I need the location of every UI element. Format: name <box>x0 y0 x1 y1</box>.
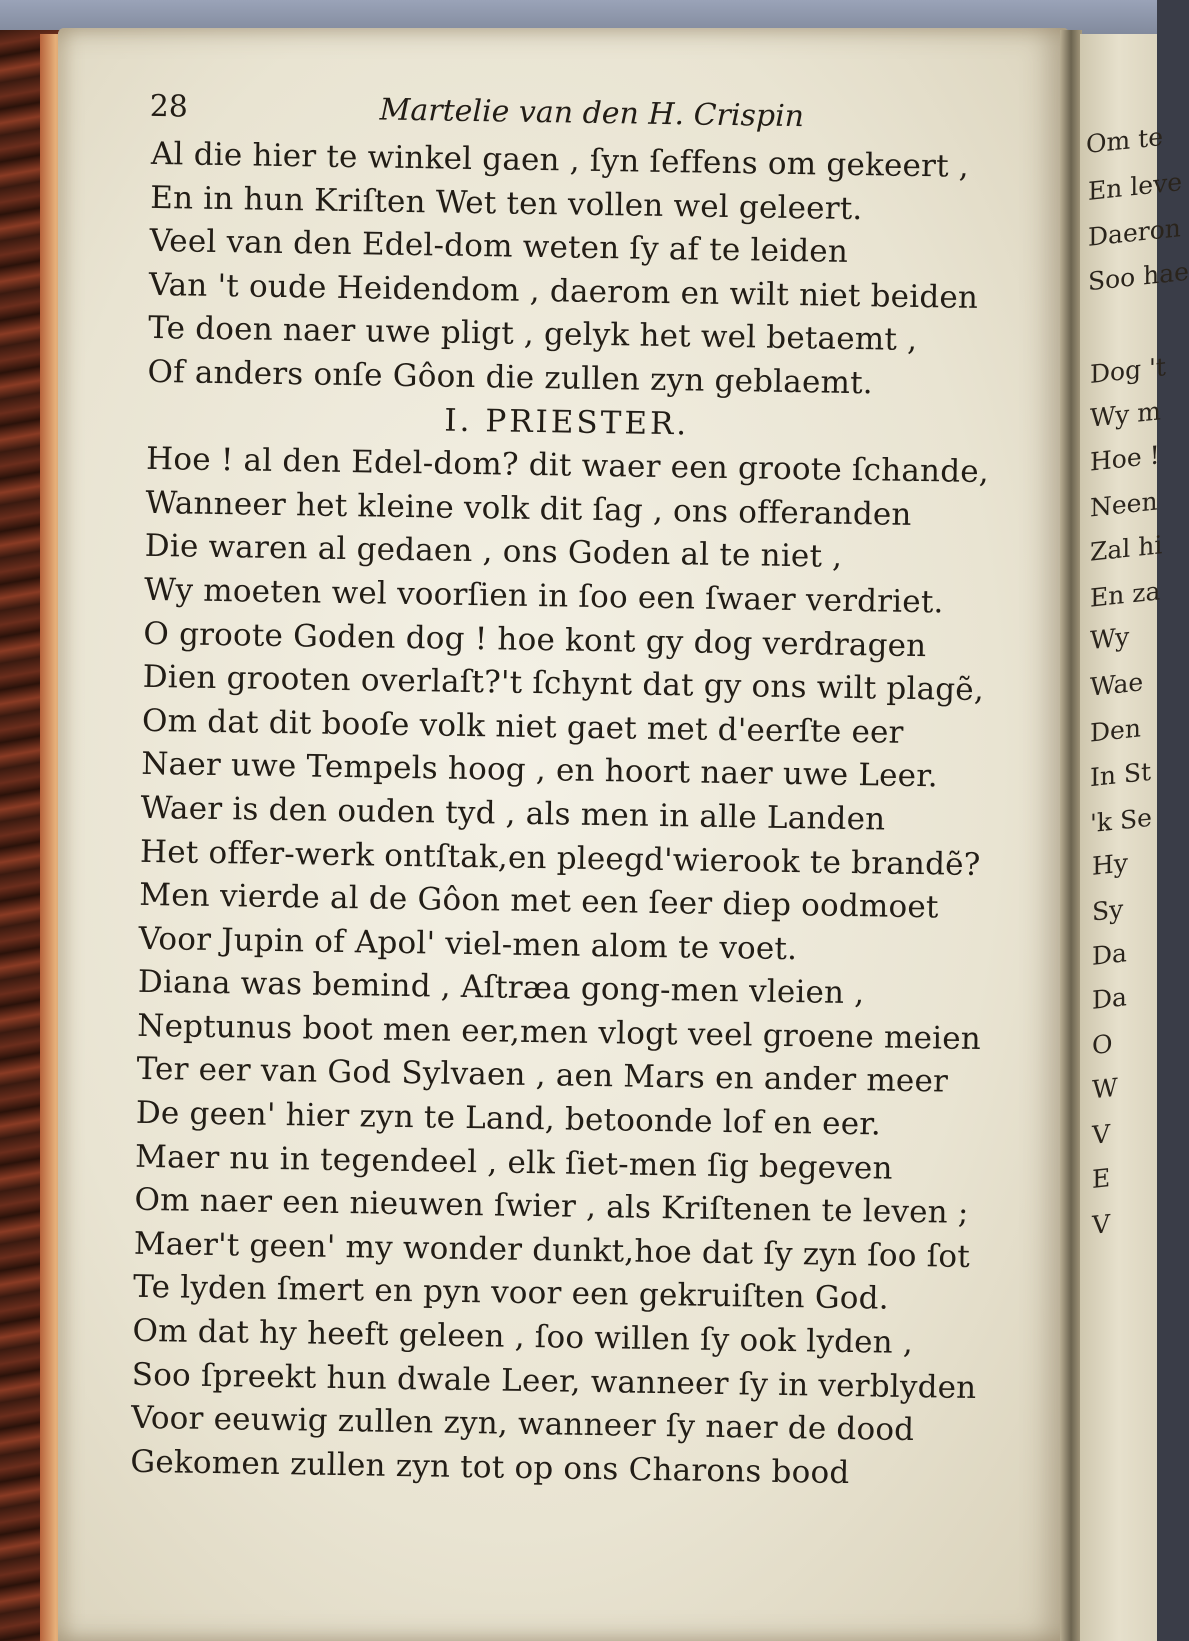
book-gutter <box>1060 30 1082 1641</box>
facing-page-fragment: Daeron <box>1088 213 1181 252</box>
facing-page-fragment: Dog 't <box>1090 352 1166 389</box>
facing-page-fragment: In St <box>1090 756 1152 793</box>
facing-page-fragment: Wae <box>1090 667 1144 702</box>
verse-line: Te doen naer uwe pligt , gelyk het wel betaemt , <box>147 310 918 359</box>
verse-line: Wy moeten wel voorſien in ſoo een ſwaer verdriet. <box>143 571 944 621</box>
verse-line: De geen' hier zyn te Land, betoonde lof en eer. <box>135 1094 882 1143</box>
facing-page-fragment: Hy <box>1092 848 1128 881</box>
facing-page-fragment: Da <box>1092 982 1127 1015</box>
facing-page-fragment: Hoe ! <box>1090 440 1160 477</box>
verse-line: En in hun Kriſten Wet ten vollen wel geleert. <box>150 179 863 227</box>
verse-line: Wanneer het kleine volk dit ſag , ons offeranden <box>145 484 912 533</box>
facing-page-fragment: Wy m <box>1090 396 1161 433</box>
verse-line: Te lyden ſmert en pyn voor een gekruiſten God. <box>132 1269 890 1318</box>
facing-page-fragment: En za <box>1090 576 1161 613</box>
facing-page-fragment: V <box>1092 1119 1111 1150</box>
verse-line: Naer uwe Tempels hoog , en hoort naer uwe Leer. <box>141 746 939 795</box>
verse-line: O groote Goden dog ! hoe kont gy dog verdragen <box>143 615 927 664</box>
facing-page-fragment: O <box>1092 1028 1113 1061</box>
speaker-heading: I. PRIESTER. <box>444 402 690 442</box>
verse-line: Al die hier te winkel gaen , ſyn ſeffens om gekeert , <box>150 135 970 185</box>
facing-page-fragment: Om te <box>1086 121 1163 160</box>
verse-line: Ter eer van God Sylvaen , aen Mars en ander meer <box>136 1051 949 1101</box>
verse-line: Waer is den ouden tyd , als men in alle Landen <box>140 789 886 838</box>
verse-line: Soo ſpreekt hun dwale Leer, wanneer ſy in verblyden <box>131 1356 977 1406</box>
verse-line: Het offer-werk ontſtak,en pleegd'wierook te brandẽ? <box>139 833 981 883</box>
verse-line: Maer nu in tegendeel , elk ſiet-men ſig begeven <box>134 1138 893 1187</box>
verse-line: Men vierde al de Gôon met een ſeer diep oodmoet <box>139 876 939 926</box>
running-head: Martelie van den H. Crispin <box>379 92 805 135</box>
facing-page <box>1080 34 1189 1641</box>
verse-line: Voor eeuwig zullen zyn, wanneer ſy naer de dood <box>130 1399 915 1449</box>
verse-line: Om dat dit booſe volk niet gaet met d'eerſte eer <box>141 702 904 751</box>
facing-page-fragment: Den <box>1090 713 1141 748</box>
verse-line: Van 't oude Heidendom , daerom en wilt niet beiden <box>148 266 979 316</box>
verse-line: Die waren al gedaen , ons Goden al te niet , <box>144 528 843 576</box>
verse-line: Gekomen zullen zyn tot op ons Charons bood <box>130 1443 850 1491</box>
facing-page-fragment: 'k Se <box>1090 802 1152 839</box>
verse-line: Voor Jupin of Apol' viel-men alom te voet. <box>138 920 798 967</box>
verse-line: Of anders onſe Gôon die zullen zyn geblaemt. <box>147 353 874 402</box>
verse-line: Maer't geen' my wonder dunkt,hoe dat ſy zyn ſoo ſot <box>133 1225 971 1275</box>
page-number: 28 <box>149 88 189 125</box>
verse-line: Diana was bemind , Aſtræa gong-men vleien , <box>137 964 865 1012</box>
verse-line: Hoe ! al den Edel-dom? dit waer een groote ſchande, <box>145 441 990 491</box>
verse-line: Om dat hy heeft geleen , ſoo willen ſy ook lyden , <box>132 1312 914 1362</box>
facing-page-fragment: Soo hae <box>1088 256 1189 297</box>
verse-line: Neptunus boot men eer,men vlogt veel groene meien <box>136 1007 982 1057</box>
verse-line: Dien grooten overlaſt?'t ſchynt dat gy ons wilt plagẽ, <box>142 658 985 709</box>
facing-page-fragment: Sy <box>1092 894 1124 927</box>
verse-line: Om naer een nieuwen ſwier , als Kriſtenen te leven ; <box>134 1182 969 1232</box>
verse-line: Veel van den Edel-dom weten ſy af te leiden <box>149 223 849 271</box>
facing-page-fragment: E <box>1092 1163 1111 1194</box>
facing-page-fragment: Neen <box>1090 486 1158 523</box>
facing-page-fragment: Da <box>1092 938 1127 971</box>
facing-page-fragment: V <box>1092 1209 1111 1240</box>
facing-page-fragment: Zal hi <box>1090 530 1163 567</box>
facing-page-fragment: En leve <box>1088 167 1183 206</box>
page-text <box>70 88 992 1497</box>
facing-page-fragment: Wy <box>1090 621 1130 656</box>
facing-page-fragment: W <box>1092 1072 1118 1105</box>
